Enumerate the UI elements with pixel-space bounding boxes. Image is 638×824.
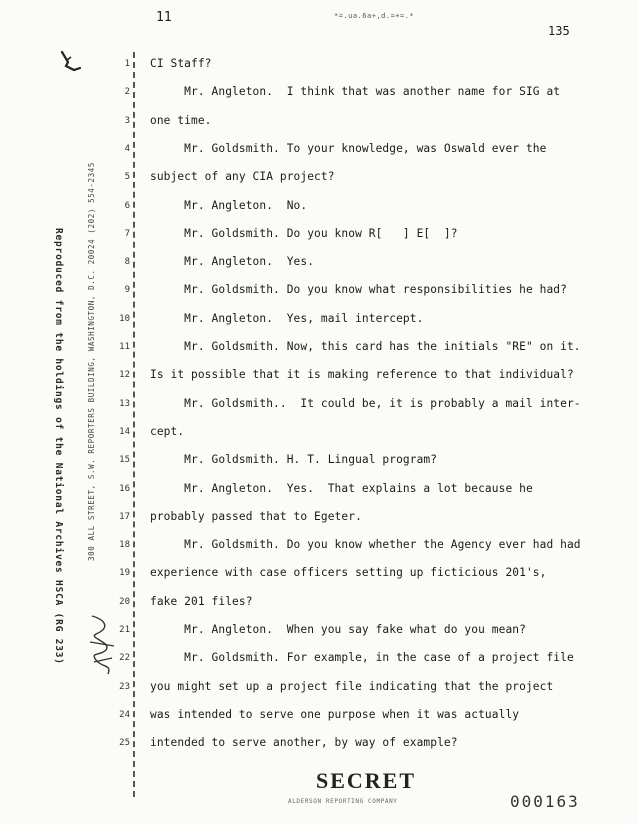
archive-reproduction-notice: Reproduced from the holdings of the National Archives HSCA (RG 233) [53,228,64,665]
line-number: 4 [124,144,130,154]
transcript-line: Mr. Goldsmith. Do you know R[ ] E[ ]? [150,227,458,240]
transcript-line: Mr. Angleton. Yes, mail intercept. [150,312,424,325]
page-number: 135 [548,24,570,38]
line-number: 25 [119,738,130,748]
line-number: 19 [119,568,130,578]
line-number: 24 [119,710,130,720]
transcript-line: one time. [150,114,212,127]
line-number: 12 [119,370,130,380]
line-number: 22 [119,653,130,663]
transcript-line: you might set up a project file indicating that the project [150,680,554,693]
transcript-line: Mr. Goldsmith. H. T. Lingual program? [150,453,438,466]
line-number: 8 [124,257,130,267]
line-number: 2 [124,87,130,97]
transcript-line: Mr. Goldsmith.. It could be, it is probably a mail inter- [150,397,581,410]
line-number: 7 [124,229,130,239]
line-number: 5 [124,172,130,182]
transcript-line: experience with case officers setting up ficticious 201's, [150,566,547,579]
transcript-line: Mr. Angleton. When you say fake what do you mean? [150,623,526,636]
secret-stamp: SECRET [316,768,417,793]
transcript-line: subject of any CIA project? [150,170,335,183]
document-id: 000163 [510,792,580,811]
line-number: 16 [119,484,130,494]
transcript-line: Mr. Angleton. I think that was another name for SIG at [150,85,561,98]
line-number: 10 [119,314,130,324]
transcript-line: was intended to serve one purpose when it was actually [150,708,520,721]
transcript-line: fake 201 files? [150,595,253,608]
line-number: 11 [119,342,130,352]
line-number: 1 [124,59,130,69]
line-number: 13 [119,399,130,409]
transcript-line: Mr. Goldsmith. Now, this card has the initials "RE" on it. [150,340,581,353]
margin-rule [133,52,135,797]
transcript-line: Mr. Angleton. Yes. That explains a lot because he [150,482,533,495]
header-center-marks: *=.ua.6a+,d.=+=.* [334,12,415,20]
transcript-line: Mr. Angleton. No. [150,199,308,212]
line-number: 6 [124,201,130,211]
transcript-line: Mr. Angleton. Yes. [150,255,315,268]
line-number: 23 [119,682,130,692]
transcript-line: probably passed that to Egeter. [150,510,362,523]
transcript-line: Mr. Goldsmith. For example, in the case of a project file [150,651,574,664]
handwritten-initials-icon [86,612,118,678]
line-number: 3 [124,116,130,126]
transcript-line: Mr. Goldsmith. Do you know what responsibilities he had? [150,283,567,296]
line-number: 9 [124,285,130,295]
reporter-address: 300 ALL STREET, S.W. REPORTERS BUILDING, WASHINGTON, D.C. 20024 (202) 554-2345 [87,162,96,561]
transcript-line: CI Staff? [150,57,212,70]
line-number: 14 [119,427,130,437]
line-number: 18 [119,540,130,550]
transcript-line: Mr. Goldsmith. Do you know whether the Agency ever had had [150,538,581,551]
line-number: 21 [119,625,130,635]
transcript-line: Is it possible that it is making reference to that individual? [150,368,574,381]
header-left-number: 11 [156,10,172,25]
line-number: 17 [119,512,130,522]
transcript-line: intended to serve another, by way of example? [150,736,458,749]
line-number: 15 [119,455,130,465]
pen-mark-icon [58,48,88,78]
line-number: 20 [119,597,130,607]
footer-reporting-company: ALDERSON REPORTING COMPANY [288,798,398,805]
transcript-line: Mr. Goldsmith. To your knowledge, was Oswald ever the [150,142,547,155]
transcript-line: cept. [150,425,185,438]
